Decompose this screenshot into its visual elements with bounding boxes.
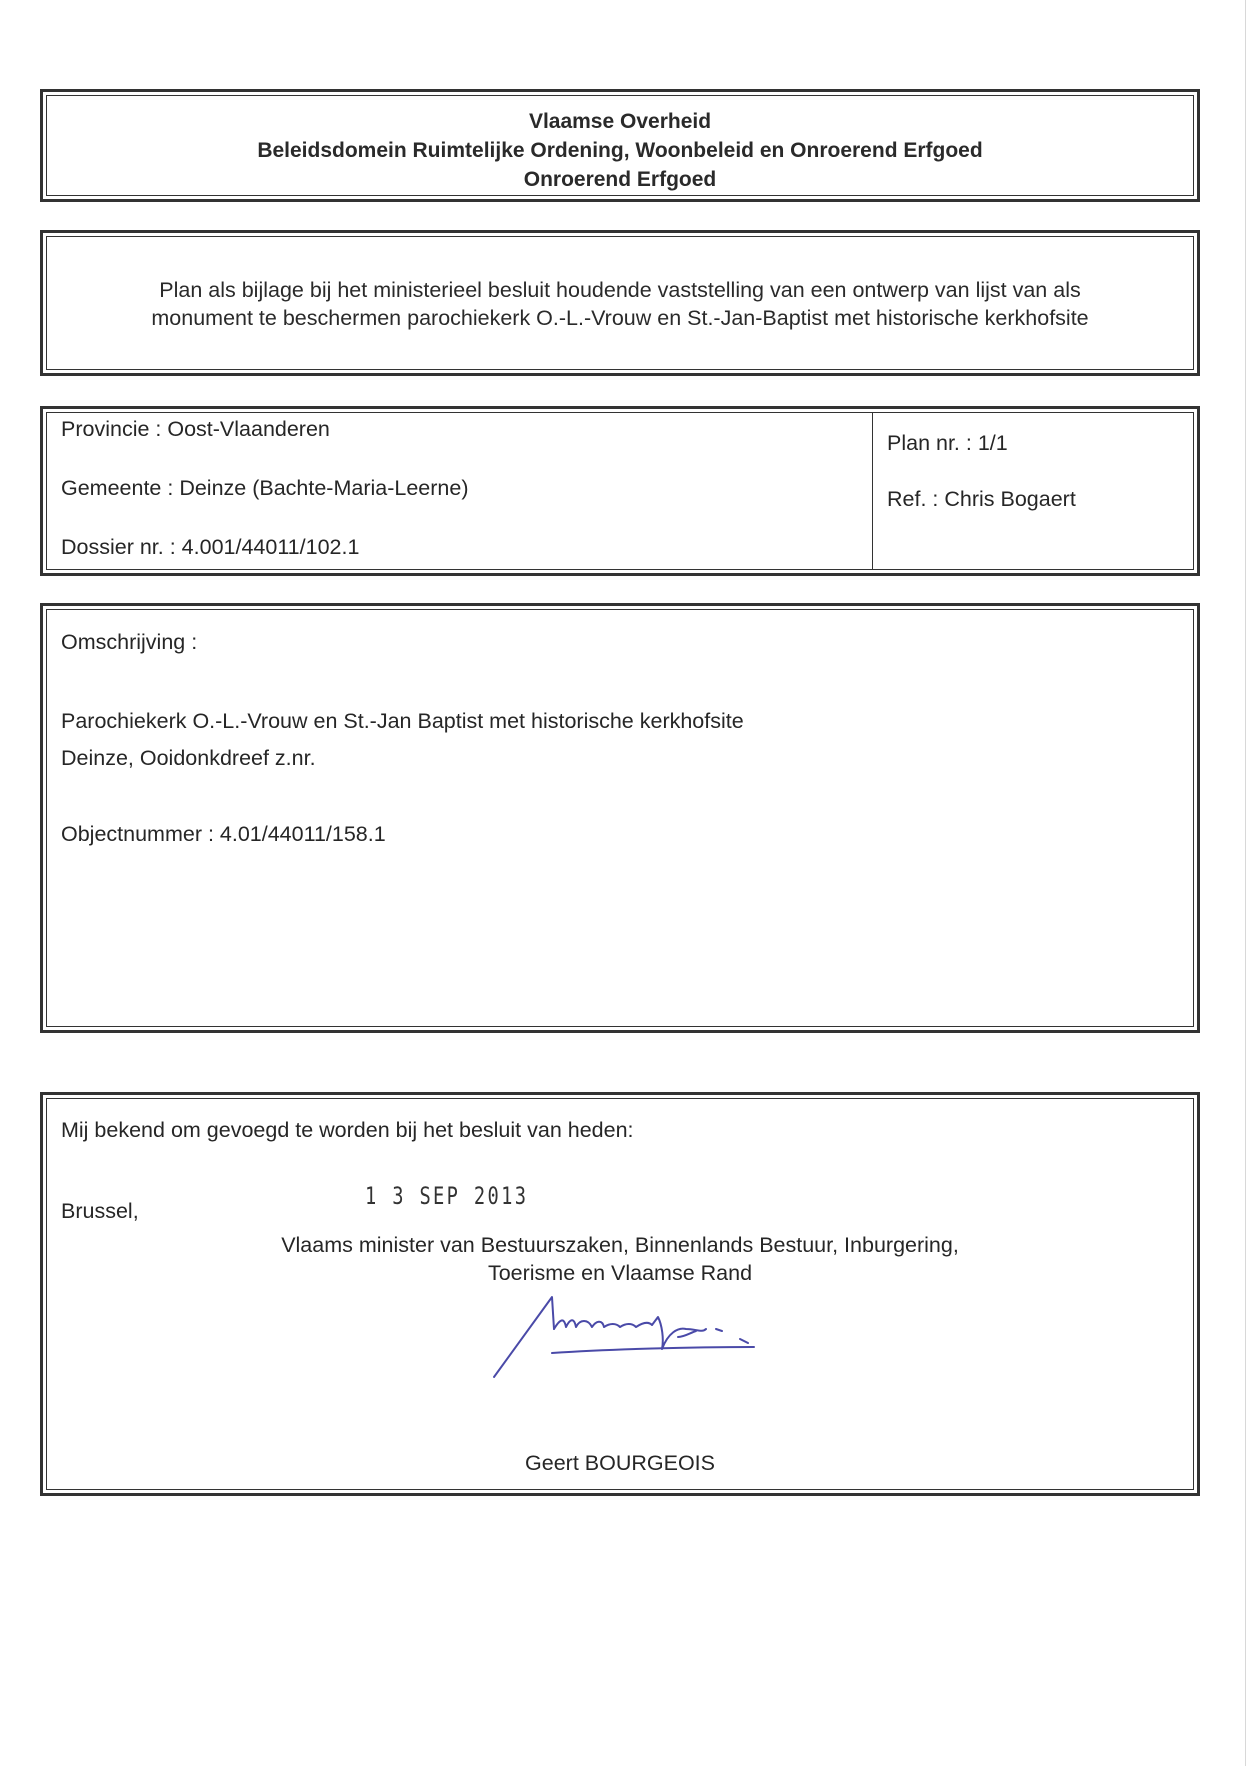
place-label: Brussel, — [61, 1199, 139, 1223]
date-stamp: 1 3 SEP 2013 — [365, 1182, 529, 1210]
header-box — [40, 89, 1200, 202]
header-line-domain: Beleidsdomein Ruimtelijke Ordening, Woonbeleid en Onroerend Erfgoed — [257, 139, 983, 162]
reference-field: Ref. : Chris Bogaert — [887, 487, 1076, 511]
header-line-authority: Vlaamse Overheid — [528, 110, 712, 133]
minister-title-line-1: Vlaams minister van Bestuurszaken, Binnenlands Bestuur, Inburgering, — [281, 1233, 959, 1257]
description-box — [40, 603, 1200, 1033]
plan-number-field: Plan nr. : 1/1 — [887, 431, 1008, 455]
location-info — [47, 413, 873, 569]
info-box — [40, 406, 1200, 576]
plan-title-line-2: monument te beschermen parochiekerk O.-L.-Vrouw en St.-Jan-Baptist met historische kerkhofsite — [151, 306, 1089, 330]
signatory-name: Geert BOURGEOIS — [525, 1451, 715, 1475]
description-line-2: Deinze, Ooidonkdreef z.nr. — [61, 746, 316, 770]
plan-reference-info — [873, 413, 1193, 569]
signature-box — [40, 1092, 1200, 1496]
description-label: Omschrijving : — [61, 630, 198, 654]
handwritten-signature-icon — [492, 1289, 912, 1389]
gemeente-field: Gemeente : Deinze (Bachte-Maria-Leerne) — [61, 476, 469, 500]
minister-title-line-2: Toerisme en Vlaamse Rand — [487, 1261, 753, 1285]
description-line-1: Parochiekerk O.-L.-Vrouw en St.-Jan Baptist met historische kerkhofsite — [61, 709, 744, 733]
dossier-field: Dossier nr. : 4.001/44011/102.1 — [61, 535, 360, 559]
objectnummer-field: Objectnummer : 4.01/44011/158.1 — [61, 822, 386, 846]
signature-intro: Mij bekend om gevoegd te worden bij het besluit van heden: — [61, 1118, 634, 1142]
plan-title-box — [40, 230, 1200, 376]
provincie-field: Provincie : Oost-Vlaanderen — [61, 417, 330, 441]
header-title — [47, 96, 1193, 194]
header-line-agency: Onroerend Erfgoed — [523, 168, 717, 191]
scan-edge-line — [1245, 0, 1246, 1766]
plan-title — [47, 237, 1193, 332]
plan-title-line-1: Plan als bijlage bij het ministerieel besluit houdende vaststelling van een ontwerp van lijst van als — [159, 278, 1081, 302]
